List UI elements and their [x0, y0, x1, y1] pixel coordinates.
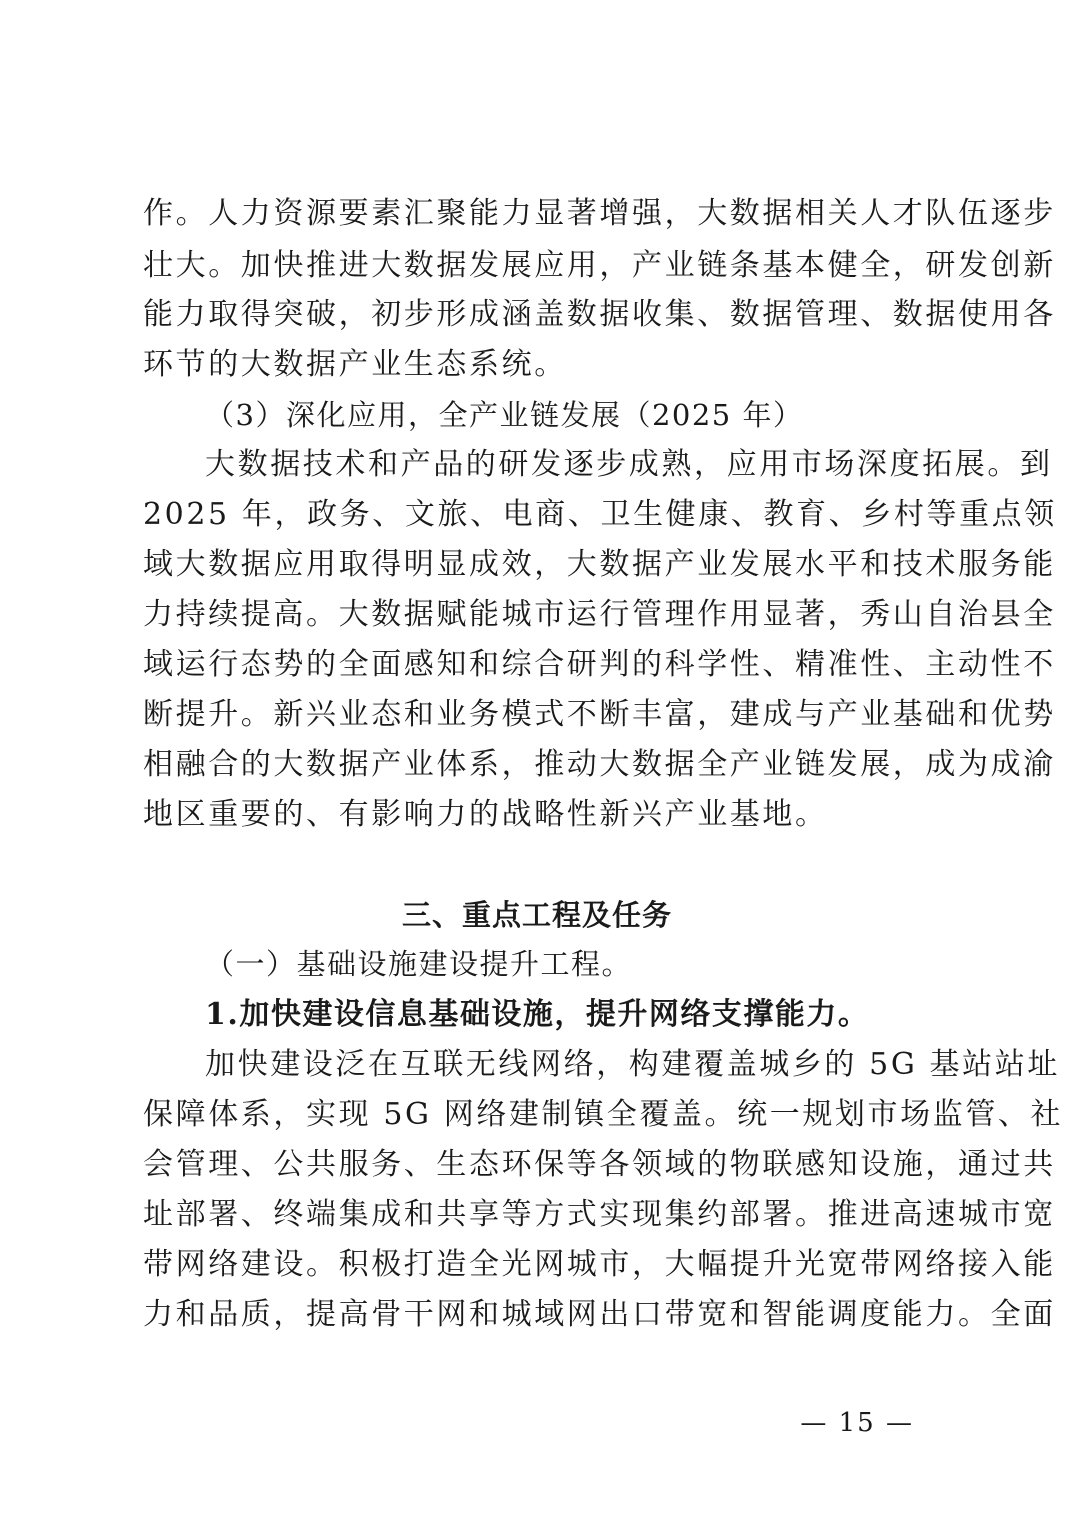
paragraph-1-line-2: 壮大。加快推进大数据发展应用，产业链条基本健全，研发创新 [143, 248, 1056, 283]
paragraph-1-line-4: 环节的大数据产业生态系统。 [143, 347, 567, 382]
subsection-heading: （一）基础设施建设提升工程。 [205, 947, 633, 981]
paragraph-2-line-2: 2025 年，政务、文旅、电商、卫生健康、教育、乡村等重点领 [143, 497, 1057, 532]
section-heading: 三、重点工程及任务 [401, 898, 672, 932]
paragraph-3-line-1: 加快建设泛在互联无线网络，构建覆盖城乡的 5G 基站站址 [205, 1047, 1060, 1082]
paragraph-2-line-7: 相融合的大数据产业体系，推动大数据全产业链发展，成为成渝 [143, 747, 1056, 782]
paragraph-2-line-1: 大数据技术和产品的研发逐步成熟，应用市场深度拓展。到 [205, 447, 1053, 482]
page-number: — 15 — [800, 1408, 914, 1438]
paragraph-3-line-6: 力和品质，提高骨干网和城域网出口带宽和智能调度能力。全面 [143, 1297, 1056, 1332]
paragraph-2-line-4: 力持续提高。大数据赋能城市运行管理作用显著，秀山自治县全 [143, 597, 1056, 632]
paragraph-1-line-1: 作。人力资源要素汇聚能力显著增强，大数据相关人才队伍逐步 [143, 196, 1056, 231]
paragraph-3-line-4: 址部署、终端集成和共享等方式实现集约部署。推进高速城市宽 [143, 1197, 1056, 1232]
item-heading: 1.加快建设信息基础设施，提升网络支撑能力。 [205, 997, 870, 1032]
paragraph-2-line-8: 地区重要的、有影响力的战略性新兴产业基地。 [143, 797, 828, 832]
paragraph-1-line-3: 能力取得突破，初步形成涵盖数据收集、数据管理、数据使用各 [143, 297, 1056, 332]
paragraph-2-line-6: 断提升。新兴业态和业务模式不断丰富，建成与产业基础和优势 [143, 697, 1056, 732]
paragraph-3-line-2: 保障体系，实现 5G 网络建制镇全覆盖。统一规划市场监管、社 [143, 1097, 1064, 1132]
stage-3-heading: （3）深化应用，全产业链发展（2025 年） [205, 398, 804, 432]
paragraph-3-line-3: 会管理、公共服务、生态环保等各领域的物联感知设施，通过共 [143, 1147, 1056, 1182]
paragraph-2-line-5: 域运行态势的全面感知和综合研判的科学性、精准性、主动性不 [143, 647, 1056, 682]
paragraph-3-line-5: 带网络建设。积极打造全光网城市，大幅提升光宽带网络接入能 [143, 1247, 1056, 1282]
paragraph-2-line-3: 域大数据应用取得明显成效，大数据产业发展水平和技术服务能 [143, 547, 1056, 582]
